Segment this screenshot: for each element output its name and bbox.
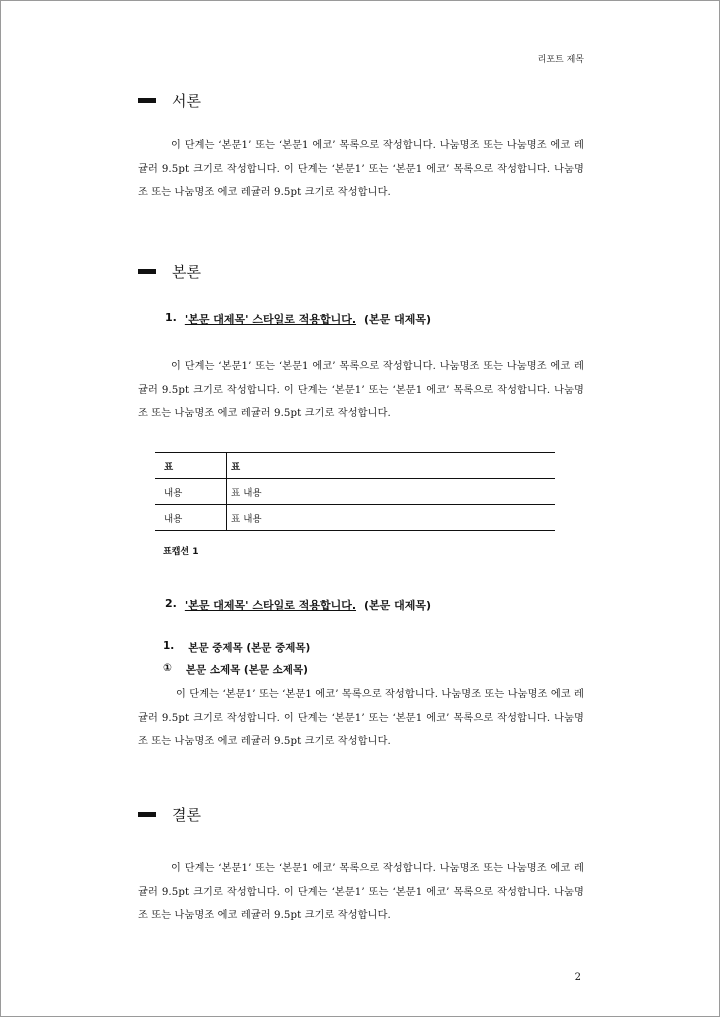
heading-text: 서론 xyxy=(172,92,201,110)
table-cell: 내용 xyxy=(155,479,227,505)
table-header-cell: 표 xyxy=(155,453,227,479)
subtitle-number: 2. xyxy=(165,597,177,610)
subtitle-plain: (본문 대제목) xyxy=(364,599,432,612)
section-heading-conclusion xyxy=(138,804,201,825)
mid-heading-number: 1. xyxy=(163,640,175,652)
subtitle-styled: '본문 대제목' 스타일로 적용합니다. xyxy=(184,313,357,326)
small-heading-text: 본문 소제목 (본문 소제목) xyxy=(185,664,308,676)
conclusion-paragraph: 이 단계는 ‘본문1’ 또는 ‘본문1 에코’ 목록으로 작성합니다. 나눔명조 또는 나눔명조 에코 레귤러 9.5pt 크기로 작성합니다. 이 단계는 ‘본문1’ 또는 ‘본문1 에코’ 목록으로 작성합니다. 나눔명조 또는 나눔명조 에코 레귤러 9.5pt 크기로 작성합니다. xyxy=(138,863,584,921)
table-header-cell: 표 xyxy=(227,453,556,479)
body-paragraph-2: 이 단계는 ‘본문1’ 또는 ‘본문1 에코’ 목록으로 작성합니다. 나눔명조 또는 나눔명조 에코 레귤러 9.5pt 크기로 작성합니다. 이 단계는 ‘본문1’ 또는 ‘본문1 에코’ 목록으로 작성합니다. 나눔명조 또는 나눔명조 에코 레귤러 9.5pt 크기로 작성합니다. xyxy=(138,689,584,747)
table-row xyxy=(155,505,555,531)
page-number: 2 xyxy=(574,972,581,983)
body-subtitle-1 xyxy=(165,311,431,327)
mid-heading xyxy=(163,640,310,655)
table-cell: 표 내용 xyxy=(227,505,556,531)
section-heading-intro xyxy=(138,90,201,111)
heading-bar xyxy=(138,269,156,274)
subtitle-number: 1. xyxy=(165,311,177,324)
section-heading-body xyxy=(138,261,201,282)
table-row xyxy=(155,479,555,505)
mid-heading-text: 본문 중제목 (본문 중제목) xyxy=(188,642,311,654)
content-table xyxy=(155,452,555,531)
heading-bar xyxy=(138,98,156,103)
table-caption: 표캡션 1 xyxy=(163,547,199,557)
heading-bar xyxy=(138,812,156,817)
body-subtitle-2 xyxy=(165,597,431,613)
table-cell: 내용 xyxy=(155,505,227,531)
heading-text: 본론 xyxy=(172,263,201,281)
intro-paragraph: 이 단계는 ‘본문1’ 또는 ‘본문1 에코’ 목록으로 작성합니다. 나눔명조 또는 나눔명조 에코 레귤러 9.5pt 크기로 작성합니다. 이 단계는 ‘본문1’ 또는 ‘본문1 에코’ 목록으로 작성합니다. 나눔명조 또는 나눔명조 에코 레귤러 9.5pt 크기로 작성합니다. xyxy=(138,140,584,198)
heading-text: 결론 xyxy=(172,806,201,824)
body-paragraph-1: 이 단계는 ‘본문1’ 또는 ‘본문1 에코’ 목록으로 작성합니다. 나눔명조 또는 나눔명조 에코 레귤러 9.5pt 크기로 작성합니다. 이 단계는 ‘본문1’ 또는 ‘본문1 에코’ 목록으로 작성합니다. 나눔명조 또는 나눔명조 에코 레귤러 9.5pt 크기로 작성합니다. xyxy=(138,361,584,419)
subtitle-plain: (본문 대제목) xyxy=(364,313,432,326)
table-cell: 표 내용 xyxy=(227,479,556,505)
header-title: 리포트 제목 xyxy=(537,55,584,65)
small-heading-number: ① xyxy=(163,662,172,674)
table-header-row xyxy=(155,453,555,479)
small-heading xyxy=(163,662,308,677)
subtitle-styled: '본문 대제목' 스타일로 적용합니다. xyxy=(184,599,357,612)
